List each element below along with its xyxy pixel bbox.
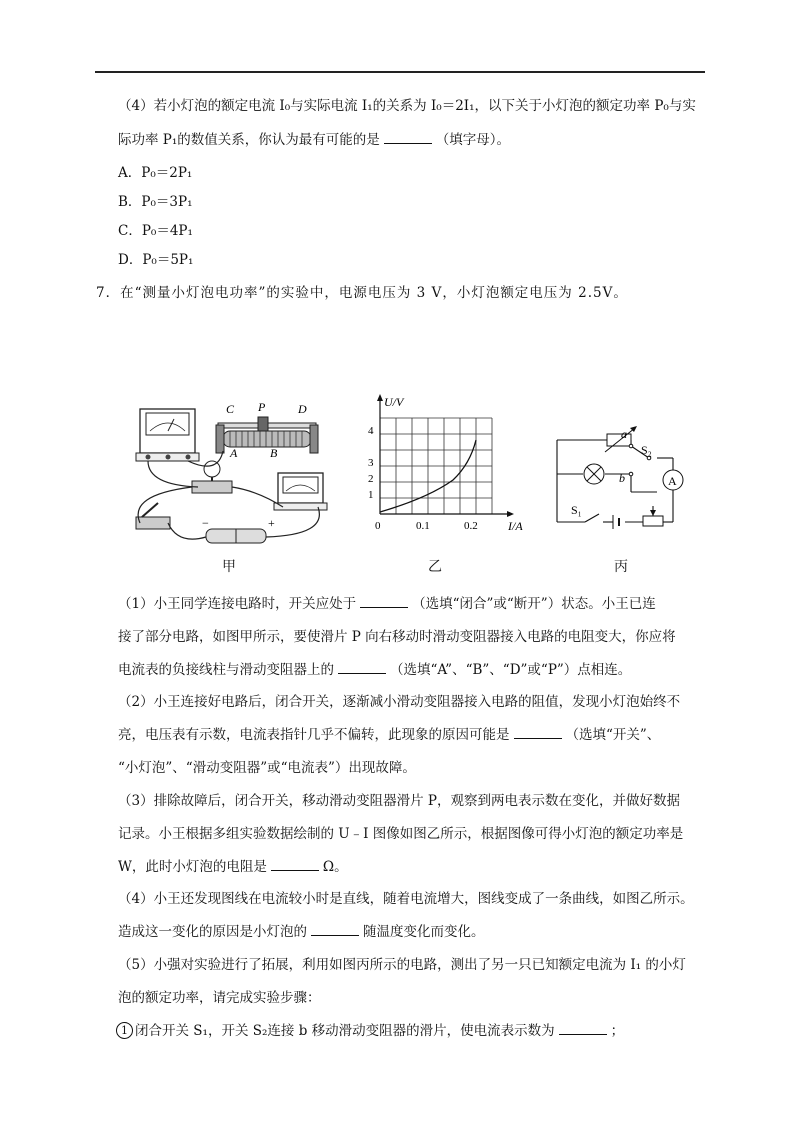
header-rule bbox=[95, 71, 705, 73]
ui-graph bbox=[358, 388, 536, 538]
option-b: B．P₀＝3P₁ bbox=[118, 194, 193, 210]
svg-text:0.2: 0.2 bbox=[464, 520, 478, 532]
p1-line1: （1）小王同学连接电路时，开关应处于 （选填“闭合”或“断开”）状态。小王已连 bbox=[118, 596, 656, 612]
p3-line1: （3）排除故障后，闭合开关，移动滑动变阻器滑片 P，观察到两电表示数在变化，并做好数据 bbox=[118, 793, 680, 809]
svg-text:b: b bbox=[619, 471, 625, 485]
svg-text:D: D bbox=[298, 402, 307, 416]
svg-text:S₁: S₁ bbox=[571, 503, 582, 517]
p4-line2: 造成这一变化的原因是小灯泡的 随温度变化而变化。 bbox=[118, 924, 485, 940]
option-a: A．P₀＝2P₁ bbox=[118, 165, 193, 181]
answer-blank[interactable] bbox=[360, 595, 408, 608]
svg-text:2: 2 bbox=[368, 473, 374, 485]
p2-line3: “小灯泡”、“滑动变阻器”或“电流表”）出现故障。 bbox=[118, 760, 416, 776]
caption-jia: 甲 bbox=[222, 559, 236, 575]
svg-text:4: 4 bbox=[368, 425, 374, 437]
caption-yi: 乙 bbox=[428, 559, 442, 575]
svg-text:3: 3 bbox=[368, 457, 374, 469]
svg-text:C: C bbox=[226, 402, 235, 416]
p2-line2: 亮，电压表有示数，电流表指针几乎不偏转，此现象的原因可能是 （选填“开关”、 bbox=[118, 727, 661, 743]
circuit-diagram bbox=[545, 418, 695, 533]
svg-text:1: 1 bbox=[368, 489, 374, 501]
caption-bing: 丙 bbox=[614, 559, 628, 575]
svg-text:A: A bbox=[668, 474, 677, 488]
p5-line1: （5）小强对实验进行了拓展，利用如图丙所示的电路，测出了另一只已知额定电流为 I₁ 的小灯 bbox=[118, 957, 686, 973]
p5-step1: 1 闭合开关 S₁，开关 S₂连接 b 移动滑动变阻器的滑片，使电流表示数为 ； bbox=[116, 1021, 624, 1041]
svg-text:0: 0 bbox=[375, 520, 381, 532]
p3-line3: W，此时小灯泡的电阻是 Ω。 bbox=[118, 859, 348, 875]
option-d: D．P₀＝5P₁ bbox=[118, 252, 194, 268]
answer-blank[interactable] bbox=[559, 1022, 607, 1035]
p5-line2: 泡的额定功率，请完成实验步骤： bbox=[118, 990, 321, 1006]
p1-line2: 接了部分电路，如图甲所示，要使滑片 P 向右移动时滑动变阻器接入电路的电阻变大，你应将 bbox=[118, 629, 676, 645]
q4-line1: （4）若小灯泡的额定电流 I₀与实际电流 I₁的关系为 I₀＝2I₁，以下关于小灯泡的额定功率 P₀与实 bbox=[118, 98, 696, 114]
svg-text:I/A: I/A bbox=[508, 519, 523, 533]
answer-blank[interactable] bbox=[311, 923, 359, 936]
svg-text:P: P bbox=[258, 400, 266, 414]
svg-text:+: + bbox=[268, 516, 275, 530]
svg-text:0.1: 0.1 bbox=[416, 520, 430, 532]
svg-text:−: − bbox=[202, 516, 209, 530]
q4-line2: 际功率 P₁的数值关系，你认为最有可能的是 （填字母）。 bbox=[118, 132, 511, 148]
option-c: C．P₀＝4P₁ bbox=[118, 223, 193, 239]
answer-blank[interactable] bbox=[384, 131, 432, 144]
p4-line1: （4）小王还发现图线在电流较小时是直线，随着电流增大，图线变成了一条曲线，如图乙所示。 bbox=[118, 891, 694, 907]
p3-line2: 记录。小王根据多组实验数据绘制的 U﹣I 图像如图乙所示，根据图像可得小灯泡的额定功率是 bbox=[118, 826, 684, 842]
answer-blank[interactable] bbox=[338, 661, 386, 674]
apparatus-figure bbox=[118, 395, 348, 550]
svg-text:U/V: U/V bbox=[384, 395, 404, 409]
p2-line1: （2）小王连接好电路后，闭合开关，逐渐减小滑动变阻器接入电路的阻值，发现小灯泡始终不 bbox=[118, 694, 681, 710]
step-number-badge: 1 bbox=[116, 1022, 133, 1039]
p1-line3: 电流表的负接线柱与滑动变阻器上的 （选填“A”、“B”、“D”或“P”）点相连。 bbox=[118, 662, 632, 678]
svg-text:a: a bbox=[621, 427, 627, 441]
svg-text:S₂: S₂ bbox=[641, 443, 652, 457]
svg-text:A: A bbox=[230, 446, 238, 460]
q7-stem: 7．在“测量小灯泡电功率”的实验中，电源电压为 3 V，小灯泡额定电压为 2.5V。 bbox=[96, 285, 628, 301]
answer-blank[interactable] bbox=[271, 858, 319, 871]
answer-blank[interactable] bbox=[514, 726, 562, 739]
svg-text:B: B bbox=[270, 446, 278, 460]
